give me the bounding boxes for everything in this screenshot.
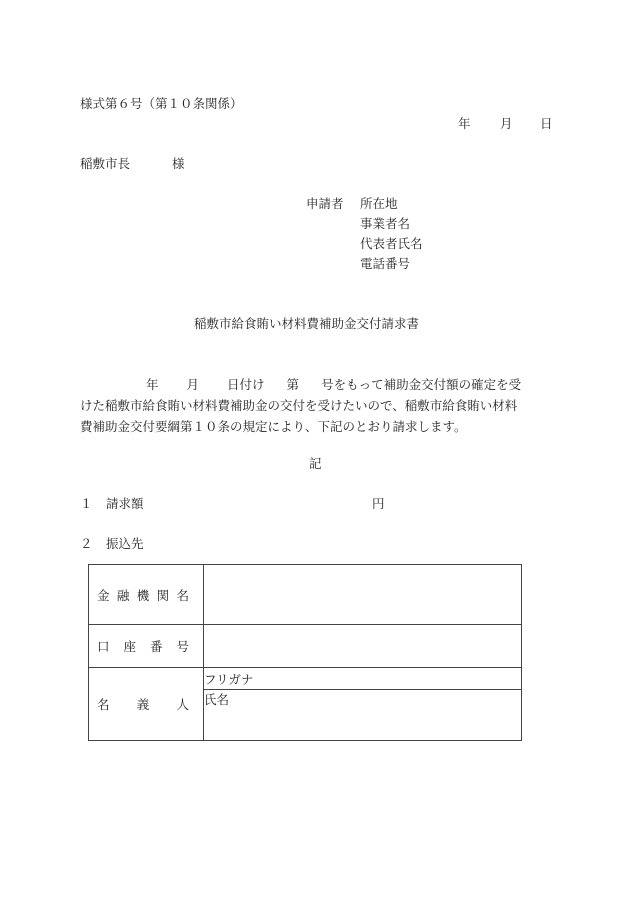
date-year: 年	[458, 116, 471, 131]
addressee-name: 稲敷市長	[80, 156, 131, 171]
furigana-row	[89, 668, 522, 690]
ki-heading: 記	[309, 456, 322, 471]
body-line-2: けた稲敷市給食賄い材料費補助金の交付を受けたいので、稲敷市給食賄い材料	[80, 398, 518, 413]
body-no: 第	[286, 377, 300, 392]
body-month: 月	[186, 377, 200, 392]
body-line-3: 費補助金交付要綱第１０条の規定により、下記のとおり請求します。	[80, 419, 467, 434]
bank-name-label: 金 融 機 関 名	[89, 565, 204, 625]
applicant-address: 所在地	[360, 196, 398, 211]
furigana-field[interactable]: フリガナ	[204, 668, 522, 690]
form-number: 様式第６号（第１０条関係）	[80, 96, 243, 111]
applicant-label: 申請者	[306, 196, 344, 211]
item2-number: ２	[80, 536, 93, 551]
applicant-business-name: 事業者名	[360, 216, 411, 231]
body-dated: 日付け	[227, 377, 265, 392]
addressee-honorific: 様	[172, 156, 185, 171]
body-year: 年	[146, 377, 159, 392]
account-number-row	[89, 625, 522, 668]
date-month: 月	[500, 116, 513, 131]
full-name-field[interactable]: 氏名	[204, 690, 522, 741]
body-line-1	[80, 374, 550, 395]
item2-label: 振込先	[106, 536, 144, 551]
bank-name-row	[89, 565, 522, 625]
item1-label: 請求額	[106, 496, 144, 511]
holder-label: 名 義 人	[89, 668, 204, 741]
item1-unit: 円	[372, 496, 385, 511]
date-day: 日	[540, 116, 553, 131]
bank-transfer-table	[88, 564, 522, 741]
body-line1-rest: 号をもって補助金交付額の確定を受	[321, 377, 522, 392]
item1-number: １	[80, 496, 93, 511]
applicant-representative: 代表者氏名	[360, 236, 423, 251]
bank-name-value[interactable]	[204, 565, 522, 625]
body-paragraph	[80, 374, 550, 437]
account-number-label: 口 座 番 号	[89, 625, 204, 668]
account-number-value[interactable]	[204, 625, 522, 668]
document-title: 稲敷市給食賄い材料費補助金交付請求書	[194, 316, 420, 331]
applicant-phone: 電話番号	[360, 256, 411, 271]
